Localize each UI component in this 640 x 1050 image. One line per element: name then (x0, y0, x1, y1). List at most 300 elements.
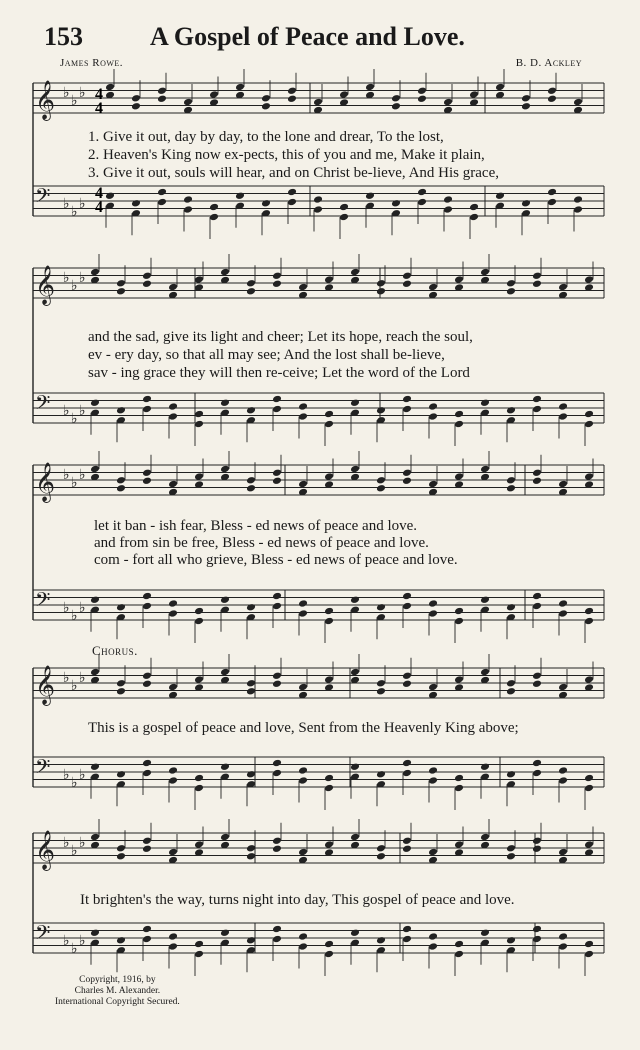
notehead (194, 410, 204, 419)
notehead (376, 484, 386, 493)
notehead (116, 279, 126, 288)
notehead (402, 476, 412, 485)
notehead (506, 687, 516, 696)
notehead (246, 476, 256, 485)
hymn-title: A Gospel of Peace and Love. (150, 22, 465, 51)
notehead (298, 776, 308, 785)
notehead (573, 195, 583, 204)
notehead (261, 199, 271, 208)
treble-clef-icon: 𝄞 (35, 830, 56, 870)
copyright-line-2: Charles M. Alexander. (74, 986, 161, 996)
notehead (287, 94, 297, 103)
notehead (443, 98, 453, 107)
notehead (142, 279, 152, 288)
notehead (376, 603, 386, 612)
notehead (391, 94, 401, 103)
notehead (428, 932, 438, 941)
notehead (220, 762, 230, 771)
notehead (324, 472, 334, 481)
notehead (532, 405, 542, 414)
notehead (142, 602, 152, 611)
notehead (454, 840, 464, 849)
treble-clef-icon: 𝄞 (35, 665, 56, 705)
notehead (402, 935, 412, 944)
flat-icon: ♭ (63, 270, 70, 286)
notehead (417, 94, 427, 103)
notehead (454, 675, 464, 684)
notehead (142, 836, 152, 845)
notehead (209, 203, 219, 212)
flat-icon: ♭ (79, 85, 86, 101)
copyright-line-3: International Copyright Secured. (55, 997, 180, 1007)
notehead (246, 603, 256, 612)
notehead (402, 279, 412, 288)
notehead (183, 98, 193, 107)
notehead (272, 395, 282, 404)
flat-icon: ♭ (71, 608, 78, 624)
chorus-line-2: It brighten's the way, turns night into day, This gospel of peace and love. (80, 892, 515, 908)
notehead (480, 595, 490, 604)
notehead (298, 283, 308, 292)
notehead (168, 942, 178, 951)
notehead (324, 950, 334, 959)
flat-icon: ♭ (79, 270, 86, 286)
notehead (506, 844, 516, 853)
notehead (116, 687, 126, 696)
notehead (584, 784, 594, 793)
notehead (298, 609, 308, 618)
notehead (547, 188, 557, 197)
notehead (428, 766, 438, 775)
notehead (90, 268, 100, 277)
notehead (376, 476, 386, 485)
notehead (402, 679, 412, 688)
notehead (313, 195, 323, 204)
notehead (246, 770, 256, 779)
notehead (480, 398, 490, 407)
verse-3-line-3: com - fort all who grieve, Bless - ed news of peace and love. (94, 552, 458, 568)
composer-credit: B. D. Ackley (515, 57, 582, 69)
notehead (521, 102, 531, 111)
verse-2-line-2: ev - ery day, so that all may see; And the lost shall be-lieve, (88, 347, 445, 363)
notehead (506, 279, 516, 288)
notehead (480, 928, 490, 937)
notehead (506, 476, 516, 485)
notehead (116, 287, 126, 296)
notehead (194, 784, 204, 793)
notehead (324, 940, 334, 949)
notehead (272, 759, 282, 768)
notehead (272, 769, 282, 778)
notehead (220, 465, 230, 474)
notehead (402, 925, 412, 934)
flat-icon: ♭ (63, 196, 70, 212)
notehead (402, 592, 412, 601)
flat-icon: ♭ (79, 467, 86, 483)
notehead (506, 484, 516, 493)
notehead (116, 476, 126, 485)
notehead (131, 94, 141, 103)
notehead (584, 420, 594, 429)
notehead (246, 287, 256, 296)
notehead (194, 675, 204, 684)
notehead (246, 936, 256, 945)
notehead (183, 195, 193, 204)
flat-icon: ♭ (71, 411, 78, 427)
notehead (220, 668, 230, 677)
notehead (220, 928, 230, 937)
notehead (480, 268, 490, 277)
notehead (428, 480, 438, 489)
flat-icon: ♭ (79, 670, 86, 686)
notehead (298, 683, 308, 692)
notehead (324, 675, 334, 684)
bass-clef-icon: 𝄢 (35, 391, 51, 419)
flat-icon: ♭ (79, 600, 86, 616)
notehead (235, 191, 245, 200)
notehead (168, 283, 178, 292)
notehead (417, 188, 427, 197)
notehead (142, 925, 152, 934)
notehead (168, 932, 178, 941)
notehead (350, 595, 360, 604)
chorus-label: Chorus. (92, 643, 138, 658)
notehead (157, 86, 167, 95)
notehead (376, 279, 386, 288)
notehead (558, 942, 568, 951)
notehead (480, 465, 490, 474)
notehead (558, 932, 568, 941)
notehead (547, 198, 557, 207)
notehead (558, 480, 568, 489)
notehead (272, 592, 282, 601)
notehead (365, 83, 375, 92)
notehead (105, 191, 115, 200)
notehead (402, 769, 412, 778)
notehead (246, 406, 256, 415)
notehead (142, 679, 152, 688)
notehead (90, 833, 100, 842)
notehead (90, 762, 100, 771)
notehead (220, 595, 230, 604)
verse-1-line-3: let it ban - ish fear, Bless - ed news of peace and love. (94, 518, 418, 534)
flat-icon: ♭ (79, 196, 86, 212)
notehead (428, 599, 438, 608)
notehead (350, 668, 360, 677)
notehead (547, 86, 557, 95)
notehead (584, 950, 594, 959)
notehead (246, 279, 256, 288)
notehead (90, 595, 100, 604)
notehead (350, 762, 360, 771)
notehead (532, 671, 542, 680)
notehead (376, 687, 386, 696)
notehead (272, 935, 282, 944)
notehead (584, 675, 594, 684)
notehead (131, 102, 141, 111)
notehead (157, 188, 167, 197)
notehead (183, 205, 193, 214)
notehead (168, 766, 178, 775)
hymn-number: 153 (44, 22, 83, 51)
notehead (469, 90, 479, 99)
notehead (532, 476, 542, 485)
lyricist-credit: James Rowe. (60, 57, 124, 69)
notehead (272, 271, 282, 280)
notehead (506, 679, 516, 688)
notehead (495, 191, 505, 200)
notehead (116, 936, 126, 945)
notehead (469, 203, 479, 212)
notehead (142, 935, 152, 944)
notehead (324, 840, 334, 849)
notehead (298, 932, 308, 941)
notehead (194, 950, 204, 959)
notehead (168, 412, 178, 421)
flat-icon: ♭ (79, 403, 86, 419)
chorus-line-1: This is a gospel of peace and love, Sent from the Heavenly King above; (88, 720, 519, 736)
notehead (116, 844, 126, 853)
notehead (168, 609, 178, 618)
notehead (287, 198, 297, 207)
notehead (194, 607, 204, 616)
notehead (246, 852, 256, 861)
notehead (287, 86, 297, 95)
notehead (168, 402, 178, 411)
notehead (350, 268, 360, 277)
flat-icon: ♭ (71, 941, 78, 957)
notehead (506, 287, 516, 296)
notehead (194, 275, 204, 284)
bass-clef-icon: 𝄢 (35, 184, 51, 212)
notehead (142, 671, 152, 680)
notehead (454, 410, 464, 419)
notehead (391, 102, 401, 111)
time-signature-bottom: 4 (95, 100, 103, 117)
notehead (142, 405, 152, 414)
notehead (558, 766, 568, 775)
notehead (272, 279, 282, 288)
notehead (584, 617, 594, 626)
notehead (272, 476, 282, 485)
notehead (168, 776, 178, 785)
notehead (402, 759, 412, 768)
treble-clef-icon: 𝄞 (35, 462, 56, 502)
notehead (142, 476, 152, 485)
notehead (142, 759, 152, 768)
notehead (339, 213, 349, 222)
notehead (298, 599, 308, 608)
verse-2-line-3: and from sin be free, Bless - ed news of peace and love. (94, 535, 429, 551)
notehead (235, 83, 245, 92)
notehead (454, 617, 464, 626)
notehead (558, 412, 568, 421)
notehead (298, 766, 308, 775)
notehead (573, 98, 583, 107)
notehead (168, 599, 178, 608)
notehead (402, 271, 412, 280)
notehead (90, 928, 100, 937)
notehead (116, 406, 126, 415)
notehead (480, 833, 490, 842)
notehead (584, 774, 594, 783)
notehead (246, 844, 256, 853)
notehead (365, 191, 375, 200)
notehead (521, 94, 531, 103)
notehead (532, 935, 542, 944)
notehead (584, 410, 594, 419)
notehead (532, 395, 542, 404)
bass-clef-icon: 𝄢 (35, 755, 51, 783)
notehead (168, 683, 178, 692)
flat-icon: ♭ (63, 933, 70, 949)
notehead (469, 213, 479, 222)
notehead (272, 836, 282, 845)
notehead (313, 98, 323, 107)
notehead (246, 679, 256, 688)
notehead (194, 472, 204, 481)
notehead (350, 928, 360, 937)
notehead (90, 668, 100, 677)
notehead (339, 203, 349, 212)
notehead (324, 774, 334, 783)
notehead (376, 770, 386, 779)
flat-icon: ♭ (63, 85, 70, 101)
notehead (558, 402, 568, 411)
notehead (402, 468, 412, 477)
notehead (402, 844, 412, 853)
notehead (428, 412, 438, 421)
notehead (558, 683, 568, 692)
notehead (376, 852, 386, 861)
notehead (402, 395, 412, 404)
notehead (532, 592, 542, 601)
notehead (324, 607, 334, 616)
notehead (480, 762, 490, 771)
notehead (90, 398, 100, 407)
time-signature-top: 4 (95, 86, 103, 103)
notehead (142, 468, 152, 477)
notehead (298, 412, 308, 421)
notehead (350, 398, 360, 407)
bass-clef-icon: 𝄢 (35, 588, 51, 616)
flat-icon: ♭ (63, 403, 70, 419)
flat-icon: ♭ (71, 678, 78, 694)
flat-icon: ♭ (71, 278, 78, 294)
notehead (417, 86, 427, 95)
notehead (194, 420, 204, 429)
notehead (532, 925, 542, 934)
notehead (194, 774, 204, 783)
notehead (454, 940, 464, 949)
notehead (558, 609, 568, 618)
notehead (558, 283, 568, 292)
notehead (506, 936, 516, 945)
notehead (105, 83, 115, 92)
notehead (495, 83, 505, 92)
bass-clef-icon: 𝄢 (35, 921, 51, 949)
flat-icon: ♭ (79, 767, 86, 783)
notehead (402, 405, 412, 414)
notehead (376, 844, 386, 853)
notehead (506, 852, 516, 861)
notehead (428, 942, 438, 951)
treble-clef-icon: 𝄞 (35, 80, 56, 120)
copyright-line-1: Copyright, 1916, by (79, 975, 156, 985)
flat-icon: ♭ (63, 835, 70, 851)
notehead (443, 205, 453, 214)
notehead (116, 603, 126, 612)
notehead (532, 836, 542, 845)
flat-icon: ♭ (71, 475, 78, 491)
notehead (168, 480, 178, 489)
flat-icon: ♭ (71, 775, 78, 791)
notehead (547, 94, 557, 103)
notehead (480, 668, 490, 677)
notehead (157, 94, 167, 103)
notehead (142, 271, 152, 280)
notehead (220, 268, 230, 277)
notehead (558, 599, 568, 608)
notehead (584, 607, 594, 616)
flat-icon: ♭ (71, 843, 78, 859)
flat-icon: ♭ (63, 670, 70, 686)
notehead (116, 770, 126, 779)
notehead (350, 833, 360, 842)
notehead (324, 420, 334, 429)
notehead (428, 848, 438, 857)
clefs (35, 80, 86, 957)
verse-1-line-2: and the sad, give its light and cheer; Let its hope, reach the soul, (88, 329, 473, 345)
notehead (272, 844, 282, 853)
notehead (454, 950, 464, 959)
notehead (116, 852, 126, 861)
notehead (532, 769, 542, 778)
notehead (272, 671, 282, 680)
notehead (287, 188, 297, 197)
notehead (376, 287, 386, 296)
notehead (532, 759, 542, 768)
notehead (272, 925, 282, 934)
notehead (90, 465, 100, 474)
notehead (272, 405, 282, 414)
notehead (584, 940, 594, 949)
verse-1-line-1: 1. Give it out, day by day, to the lone and drear, To the lost, (88, 129, 444, 145)
notehead (272, 602, 282, 611)
notehead (339, 90, 349, 99)
flat-icon: ♭ (79, 835, 86, 851)
notehead (298, 848, 308, 857)
notehead (272, 468, 282, 477)
notehead (428, 402, 438, 411)
flat-icon: ♭ (71, 93, 78, 109)
notehead (209, 213, 219, 222)
notehead (417, 198, 427, 207)
notehead (168, 848, 178, 857)
notehead (142, 844, 152, 853)
notehead (506, 603, 516, 612)
notehead (573, 205, 583, 214)
notehead (131, 199, 141, 208)
notehead (428, 683, 438, 692)
notehead (558, 848, 568, 857)
notehead (194, 940, 204, 949)
time-signature-bass-top: 4 (95, 185, 103, 202)
notehead (391, 199, 401, 208)
verse-3-line-1: 3. Give it out, souls will hear, and on Christ be-lieve, And His grace, (88, 165, 499, 181)
treble-clef-icon: 𝄞 (35, 265, 56, 305)
notehead (220, 398, 230, 407)
